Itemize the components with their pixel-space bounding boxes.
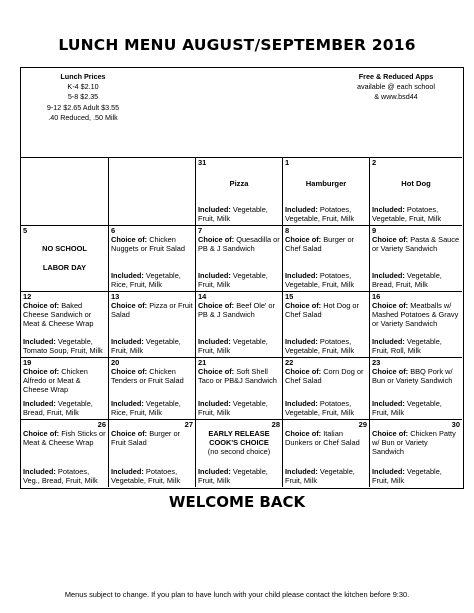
choice-text: Corn Dog or Chef Salad [285, 367, 364, 386]
choice-label: Choice of: [198, 235, 235, 244]
menu-choice [23, 367, 106, 395]
day-cell [196, 420, 283, 487]
choice-label: Choice of: [111, 235, 148, 244]
day-number: 21 [198, 358, 207, 367]
included-items [111, 467, 193, 485]
day-number: 16 [372, 292, 381, 301]
day-number: 28 [271, 420, 280, 429]
included-items [23, 337, 106, 355]
included-text: Vegetable, Rice, Fruit, Milk [111, 270, 181, 289]
day-number: 6 [111, 226, 116, 235]
menu-choice [111, 367, 193, 385]
included-label: Included: [198, 466, 231, 476]
included-items [198, 467, 280, 485]
menu-choice [285, 235, 367, 253]
choice-text: Fish Sticks or Meat & Cheese Wrap [23, 429, 106, 448]
choice-label: Choice of: [285, 367, 322, 376]
choice-text: Chicken Alfredo or Meat & Cheese Wrap [23, 367, 88, 395]
included-items [372, 205, 460, 223]
day-cell [109, 292, 196, 358]
included-items [198, 271, 280, 289]
choice-text: Chicken Nuggets or Fruit Salad [111, 235, 185, 254]
included-text: Vegetable, Rice, Fruit, Milk [111, 398, 181, 417]
included-text: Vegetable, Fruit, Milk [372, 466, 442, 485]
menu-item-label: Pizza [229, 179, 249, 188]
price-5-8: 5-8 $2.35 [67, 92, 99, 102]
day-cell [283, 358, 370, 420]
day-cell [283, 226, 370, 292]
day-cell [21, 226, 109, 292]
included-text: Vegetable, Fruit, Milk [198, 398, 268, 417]
lunch-prices [23, 72, 143, 123]
choice-text: Baked Cheese Sandwich or Meat & Cheese Wrap [23, 301, 94, 329]
day-number: 1 [285, 158, 290, 167]
early-release-line: COOK'S CHOICE [209, 438, 269, 448]
menu-choice [372, 429, 460, 457]
day-number: 19 [23, 358, 32, 367]
menu-choice [111, 235, 193, 253]
day-number: 2 [372, 158, 377, 167]
day-cell [283, 158, 370, 226]
included-label: Included: [198, 398, 231, 408]
included-items [198, 337, 280, 355]
labor-day-label: LABOR DAY [42, 263, 87, 272]
included-text: Vegetable, Fruit, Milk [372, 398, 442, 417]
day-number: 7 [198, 226, 203, 235]
apps-line-2: & www.bsd44 [374, 92, 418, 102]
choice-label: Choice of: [285, 429, 322, 438]
included-label: Included: [111, 398, 144, 408]
day-cell [370, 292, 462, 358]
choice-label: Choice of: [285, 301, 322, 310]
apps-heading: Free & Reduced Apps [358, 72, 434, 81]
day-number: 27 [184, 420, 193, 429]
included-label: Included: [372, 398, 405, 408]
included-label: Included: [285, 466, 318, 476]
included-items [23, 399, 106, 417]
page-title: LUNCH MENU AUGUST/SEPTEMBER 2016 [58, 36, 416, 54]
included-label: Included: [198, 270, 231, 280]
apps-line-1: available @ each school [356, 82, 436, 92]
choice-text: BBQ Pork w/ Bun or Variety Sandwich [372, 367, 453, 386]
choice-label: Choice of: [23, 429, 60, 438]
included-items [285, 467, 367, 485]
choice-label: Choice of: [111, 301, 148, 310]
menu-choice [23, 429, 106, 447]
choice-label: Choice of: [111, 367, 148, 376]
day-number: 29 [358, 420, 367, 429]
included-items [285, 399, 367, 417]
choice-text: Hot Dog or Chef Salad [285, 301, 359, 320]
menu-choice [285, 301, 367, 319]
included-label: Included: [285, 336, 318, 346]
included-label: Included: [198, 204, 231, 214]
included-label: Included: [372, 204, 405, 214]
choice-text: Pasta & Sauce or Variety Sandwich [372, 235, 460, 254]
day-number: 30 [451, 420, 460, 429]
menu-choice [198, 301, 280, 319]
choice-label: Choice of: [372, 301, 409, 310]
day-cell [21, 358, 109, 420]
included-label: Included: [111, 466, 144, 476]
day-number: 9 [372, 226, 377, 235]
day-cell [370, 226, 462, 292]
included-label: Included: [111, 270, 144, 280]
included-label: Included: [372, 466, 405, 476]
included-items [372, 337, 460, 355]
menu-choice [111, 301, 193, 319]
included-text: Potatoes, Vegetable, Fruit, Milk [285, 398, 355, 417]
early-release-note [198, 429, 280, 457]
included-label: Included: [23, 466, 56, 476]
included-items [372, 271, 460, 289]
choice-label: Choice of: [372, 235, 409, 244]
day-cell [109, 420, 196, 487]
choice-text: Pizza or Fruit Salad [111, 301, 193, 320]
included-label: Included: [23, 398, 56, 408]
included-label: Included: [198, 336, 231, 346]
choice-label: Choice of: [111, 429, 148, 438]
day-cell [109, 358, 196, 420]
day-cell [109, 158, 196, 226]
included-text: Potatoes, Vegetable, Fruit, Milk [285, 270, 355, 289]
choice-label: Choice of: [372, 429, 409, 438]
included-text: Vegetable, Fruit, Milk [198, 336, 268, 355]
included-text: Vegetable, Fruit, Roll, Milk [372, 336, 442, 355]
day-cell [21, 292, 109, 358]
no-school-label: NO SCHOOL [42, 244, 87, 253]
day-cell [283, 292, 370, 358]
price-reduced-milk: .40 Reduced, .50 Milk [48, 112, 118, 122]
day-number: 12 [23, 292, 32, 301]
day-number: 26 [97, 420, 106, 429]
early-release-line: (no second choice) [207, 447, 271, 457]
included-text: Potatoes, Veg., Bread, Fruit, Milk [23, 466, 98, 485]
included-items [285, 271, 367, 289]
day-cell [370, 420, 462, 487]
included-text: Vegetable, Fruit, Milk [285, 466, 355, 485]
day-number: 20 [111, 358, 120, 367]
included-items [198, 399, 280, 417]
included-items [285, 205, 367, 223]
day-cell [21, 158, 109, 226]
day-cell [196, 358, 283, 420]
menu-choice [372, 235, 460, 253]
included-text: Vegetable, Fruit, Milk [111, 336, 181, 355]
day-cell [21, 420, 109, 487]
day-cell [370, 158, 462, 226]
menu-choice [23, 301, 106, 329]
included-text: Vegetable, Tomato Soup, Fruit, Milk [23, 336, 103, 355]
choice-text: Chicken Tenders or Fruit Salad [111, 367, 184, 386]
choice-text: Burger or Chef Salad [285, 235, 355, 254]
choice-text: Beef Ole' or PB & J Sandwich [198, 301, 275, 320]
day-cell [196, 226, 283, 292]
included-text: Vegetable, Fruit, Milk [198, 204, 268, 223]
menu-choice [372, 367, 460, 385]
included-label: Included: [285, 398, 318, 408]
included-text: Vegetable, Fruit, Milk [198, 466, 268, 485]
price-k4: K-4 $2.10 [67, 82, 99, 92]
choice-label: Choice of: [372, 367, 409, 376]
choice-label: Choice of: [285, 235, 322, 244]
choice-text: Soft Shell Taco or PB&J Sandwich [198, 367, 277, 386]
menu-item-label: Hot Dog [401, 179, 431, 188]
free-reduced-apps [336, 72, 456, 103]
included-label: Included: [111, 336, 144, 346]
day-cell [370, 358, 462, 420]
included-label: Included: [372, 270, 405, 280]
included-items [111, 337, 193, 355]
included-items [372, 467, 460, 485]
included-text: Potatoes, Vegetable, Fruit, Milk [285, 336, 355, 355]
menu-choice [198, 367, 280, 385]
included-label: Included: [372, 336, 405, 346]
day-number: 23 [372, 358, 381, 367]
included-items [111, 399, 193, 417]
info-row [21, 68, 462, 158]
day-cell [196, 292, 283, 358]
choice-text: Italian Dunkers or Chef Salad [285, 429, 360, 448]
day-number: 5 [23, 226, 28, 235]
day-number: 31 [198, 158, 207, 167]
choice-text: Burger or Fruit Salad [111, 429, 181, 448]
included-text: Potatoes, Vegetable, Fruit, Milk [111, 466, 181, 485]
choice-label: Choice of: [23, 301, 60, 310]
lunch-prices-heading: Lunch Prices [60, 72, 106, 81]
included-label: Included: [285, 270, 318, 280]
menu-choice [285, 367, 367, 385]
footer-note: Menus subject to change. If you plan to have lunch with your child please contact the kitchen before 9:30. [64, 590, 410, 599]
choice-text: Quesadilla or PB & J Sandwich [198, 235, 280, 254]
day-number: 22 [285, 358, 294, 367]
choice-label: Choice of: [23, 367, 60, 376]
day-cell [196, 158, 283, 226]
choice-text: Chicken Patty w/ Bun or Variety Sandwich [372, 429, 456, 457]
menu-choice [285, 429, 367, 447]
choice-text: Meatballs w/ Mashed Potatoes & Gravy or Variety Sandwich [372, 301, 459, 329]
included-items [285, 337, 367, 355]
included-text: Potatoes, Vegetable, Fruit, Milk [285, 204, 355, 223]
included-label: Included: [23, 336, 56, 346]
day-number: 14 [198, 292, 207, 301]
price-9-12-adult: 9-12 $2.65 Adult $3.55 [46, 102, 120, 112]
included-items [198, 205, 280, 223]
calendar-grid [20, 67, 464, 489]
welcome-back-banner: WELCOME BACK [168, 493, 306, 511]
day-number: 15 [285, 292, 294, 301]
included-text: Vegetable, Bread, Fruit, Milk [23, 398, 93, 417]
day-cell [109, 226, 196, 292]
included-text: Vegetable, Bread, Fruit, Milk [372, 270, 442, 289]
menu-item-label: Hamburger [305, 179, 347, 188]
day-number: 13 [111, 292, 120, 301]
included-items [111, 271, 193, 289]
included-text: Vegetable, Fruit, Milk [198, 270, 268, 289]
day-cell [283, 420, 370, 487]
included-items [23, 467, 106, 485]
menu-choice [372, 301, 460, 329]
day-number: 8 [285, 226, 290, 235]
included-items [372, 399, 460, 417]
choice-label: Choice of: [198, 367, 235, 376]
early-release-line: EARLY RELEASE [208, 429, 270, 438]
choice-label: Choice of: [198, 301, 235, 310]
included-label: Included: [285, 204, 318, 214]
included-text: Potatoes, Vegetable, Fruit, Milk [372, 204, 442, 223]
menu-choice [198, 235, 280, 253]
menu-choice [111, 429, 193, 447]
